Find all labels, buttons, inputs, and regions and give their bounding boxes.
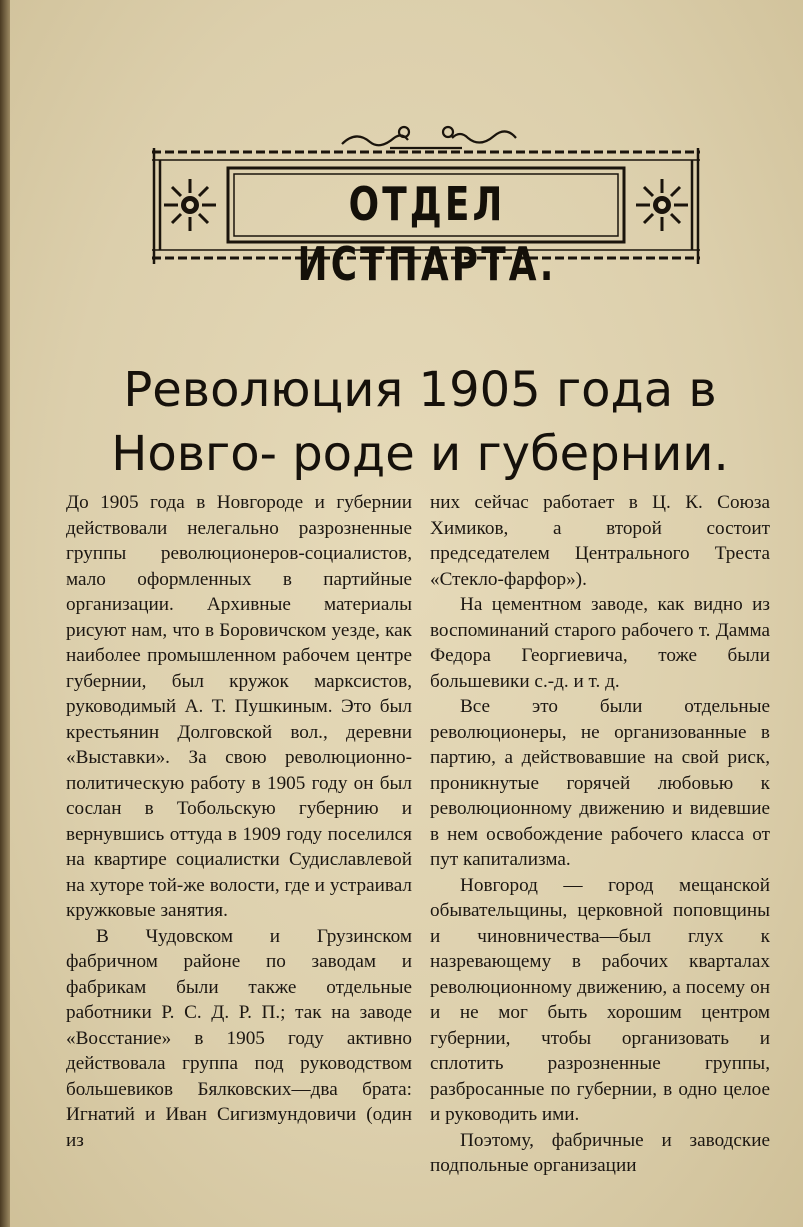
section-title: ОТДЕЛ ИСТПАРТА.	[297, 177, 557, 291]
right-rosette-ornament	[636, 179, 688, 231]
article-title-line-1: Революция 1905 года в Новго-	[111, 362, 717, 482]
paragraph: В Чудовском и Грузинском фабричном районе по заводам и фабрикам были также отдельные работники Р. С. Д. Р. П.; так на заводе «Восстание» в 1905 году активно действовала группа под руководством большевиков Бялковских—два брата: Игнатий и Иван Сигизмундовичи (один из	[66, 925, 412, 1151]
paragraph: На цементном заводе, как видно из воспоминаний старого рабочего т. Дамма Федора Георгиевича, тоже были большевики с.-д. и т. д.	[430, 594, 770, 692]
page-edge-shadow	[0, 0, 10, 1227]
left-column	[66, 490, 412, 1153]
article-title	[60, 358, 780, 486]
paragraph: Новгород — город мещанской обывательщины, церковной поповщины и чиновничества—был глух к назревающему в рабочих кварталах революционному движению, а посему он и не мог быть хорошим центром губернии, чтобы организовать и сплотить разрозненные группы, разбросанные по губернии, в одно целое и руководить ими.	[430, 874, 770, 1125]
paragraph: них сейчас работает в Ц. К. Союза Химиков, а второй состоит председателем Центрального Треста «Стекло-фарфор»).	[430, 492, 770, 590]
left-rosette-ornament	[164, 179, 216, 231]
paragraph: До 1905 года в Новгороде и губернии действовали нелегально разрозненные группы революционеров-социалистов, мало оформленных в партийные организации. Архивные материалы рисуют нам, что в Боровичском уезде, как наиболее промышленном рабочем центре губернии, был кружок марксистов, руководимый А. Т. Пушкиным. Это был крестьянин Долговской вол., деревни «Выставки». За свою революционно-политическую работу в 1905 году он был сослан в Тобольскую губернию и вернувшись оттуда в 1909 году поселился на квартире социалистки Судиславлевой на хуторе той-же волости, где и устраивал кружковые занятия.	[66, 492, 412, 921]
section-banner	[152, 118, 700, 291]
paragraph: Все это были отдельные революционеры, не организованные в партию, а действовавшие на свой риск, проникнутые горячей любовью к революционному движению и видевшие в нем освобождение рабочего класса от пут капитализма.	[430, 696, 770, 870]
right-column	[430, 490, 770, 1179]
paragraph: Поэтому, фабричные и заводские подпольные организации	[430, 1129, 770, 1176]
article-title-line-2: роде и губернии.	[292, 426, 729, 482]
